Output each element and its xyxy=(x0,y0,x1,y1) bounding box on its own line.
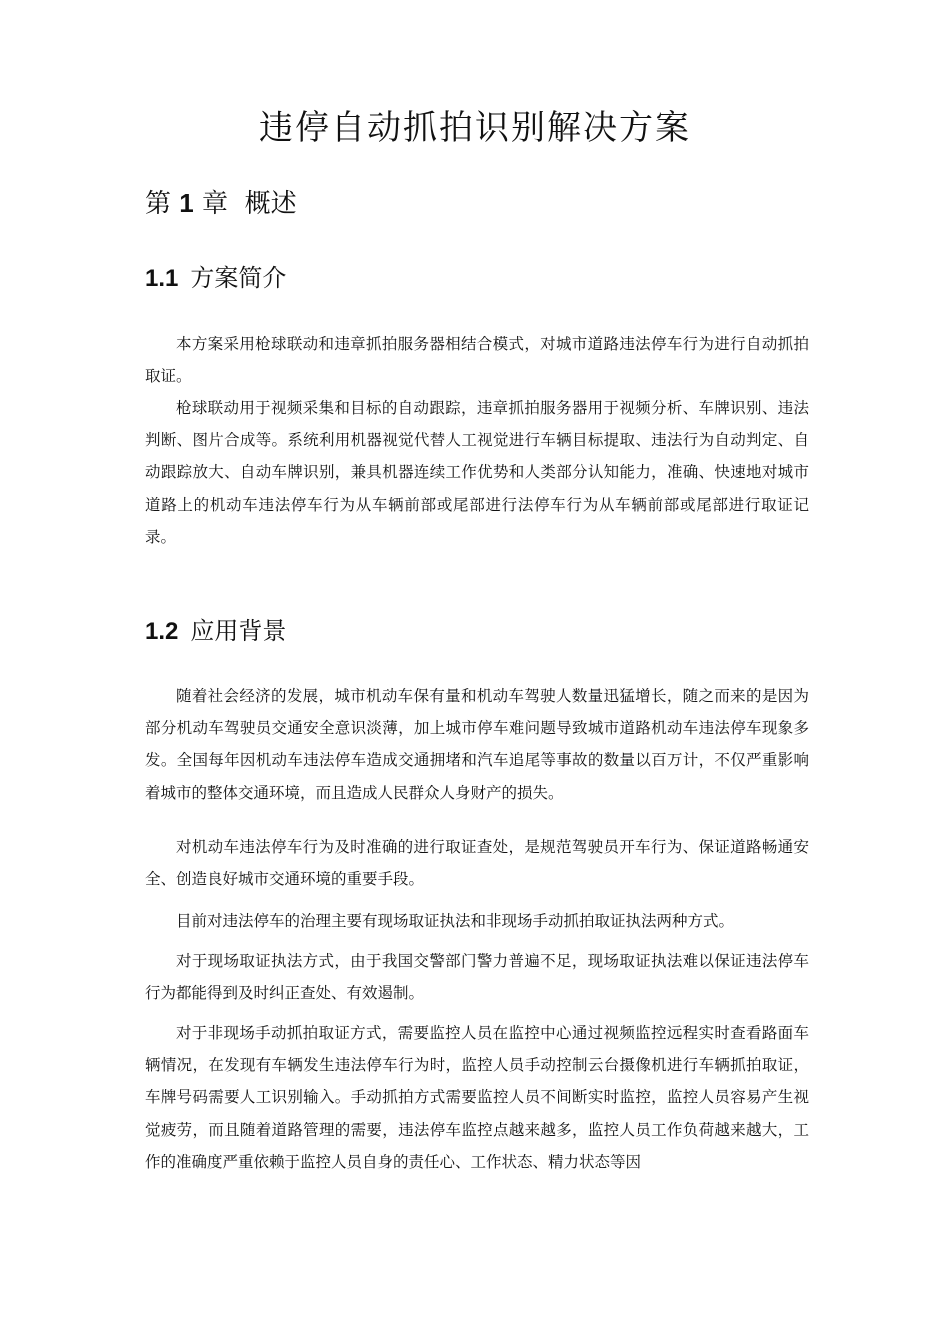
chapter-number: 1 xyxy=(179,188,194,218)
chapter-title: 概述 xyxy=(244,189,297,219)
section-heading xyxy=(145,611,286,646)
section-number: 1.1 xyxy=(145,265,179,292)
paragraph: 对于非现场手动抓拍取证方式，需要监控人员在监控中心通过视频监控远程实时查看路面车辆情况，在发现有车辆发生违法停车行为时，监控人员手动控制云台摄像机进行车辆抓拍取证，车牌号码需要人工识别输入。手动抓拍方式需要监控人员不间断实时监控，监控人员容易产生视觉疲劳，而且随着道路管理的需要，违法停车监控点越来越多，监控人员工作负荷越来越大，工作的准确度严重依赖于监控人员自身的责任心、工作状态、精力状态等因 xyxy=(145,1024,809,1171)
chapter-suffix: 章 xyxy=(202,189,229,219)
chapter-prefix: 第 xyxy=(145,189,172,219)
paragraph: 目前对违法停车的治理主要有现场取证执法和非现场手动抓拍取证执法两种方式。 xyxy=(176,912,735,930)
section-title: 方案简介 xyxy=(190,264,287,292)
document-title: 违停自动抓拍识别解决方案 xyxy=(259,108,691,148)
chapter-heading xyxy=(145,183,297,220)
paragraph: 枪球联动用于视频采集和目标的自动跟踪，违章抓拍服务器用于视频分析、车牌识别、违法判断、图片合成等。系统利用机器视觉代替人工视觉进行车辆目标提取、违法行为自动判定、自动跟踪放大、自动车牌识别，兼具机器连续工作优势和人类部分认知能力，准确、快速地对城市道路上的机动车违法停车行为从车辆前部或尾部进行法停车行为从车辆前部或尾部进行取证记录。 xyxy=(145,399,809,546)
paragraph: 对于现场取证执法方式，由于我国交警部门警力普遍不足，现场取证执法难以保证违法停车行为都能得到及时纠正查处、有效遏制。 xyxy=(145,952,809,1003)
paragraph: 对机动车违法停车行为及时准确的进行取证查处，是规范驾驶员开车行为、保证道路畅通安全、创造良好城市交通环境的重要手段。 xyxy=(145,838,809,889)
section-title: 应用背景 xyxy=(190,617,287,645)
section-number: 1.2 xyxy=(145,618,179,645)
section-heading xyxy=(145,258,286,293)
paragraph: 本方案采用枪球联动和违章抓拍服务器相结合模式，对城市道路违法停车行为进行自动抓拍取证。 xyxy=(145,335,809,386)
paragraph: 随着社会经济的发展，城市机动车保有量和机动车驾驶人数量迅猛增长，随之而来的是因为部分机动车驾驶员交通安全意识淡薄，加上城市停车难问题导致城市道路机动车违法停车现象多发。全国每年因机动车违法停车造成交通拥堵和汽车追尾等事故的数量以百万计，不仅严重影响着城市的整体交通环境，而且造成人民群众人身财产的损失。 xyxy=(145,687,809,802)
